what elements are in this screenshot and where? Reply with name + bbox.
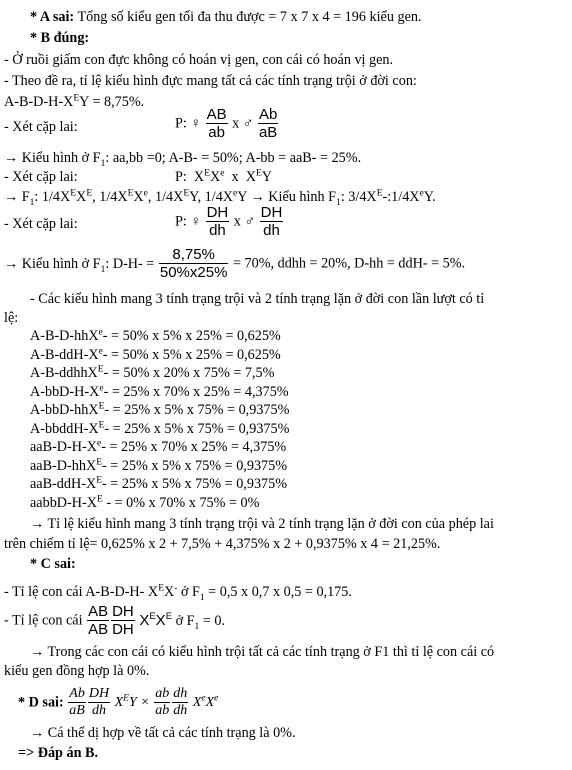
cross3-label: - Xét cặp lai:: [4, 216, 78, 232]
b-line-4a: - Các kiểu hình mang 3 tính trạng trội và 2 tính trạng lặn ở đời con lần lượt có tỉ: [30, 291, 485, 307]
cross1-formula: [175, 106, 279, 142]
d-fraction-2: [88, 686, 110, 719]
row-8: aaB-D-hhX$^E$- = 25% x 5% x 75% = 0,9375%: [30, 457, 288, 474]
d-end: XeXe: [192, 692, 219, 710]
row-9: aaB-$ddH-X^E- = 25\%$ x 5% x 75% = 0,9375%: [30, 475, 288, 492]
answer-line: [18, 746, 98, 760]
c-fraction-dh-den: DH: [112, 621, 134, 639]
b-line-4b: lệ:: [4, 310, 19, 326]
cross1-male-den: aB: [258, 124, 278, 142]
row-5: A-bbD-hhX$^E$- = 25% x 5% x 75% = 0,9375%: [30, 401, 290, 418]
c-line-2-pre: - Tỉ lệ con cái: [4, 612, 83, 629]
cross3-result-fraction: [159, 246, 229, 282]
row-1: A-B-D-hhX$^e$- = 50% x 5% x 25% = 0,625%: [30, 327, 281, 344]
cross1-p: P: ♀: [175, 115, 202, 132]
c-fraction-ab-num: AB: [88, 603, 109, 620]
d-fraction-3-den: ab: [155, 703, 170, 719]
row-6: $A-bbddH-X^E- = 25\%$ x 5% x 75% = 0,9375%: [30, 420, 290, 437]
c-line-2: [4, 603, 225, 639]
answer-prefix: =>: [18, 745, 35, 761]
section-c-title: * C sai:: [30, 556, 76, 572]
d-fraction-3-num: ab: [154, 686, 170, 703]
row-2: $A-B-ddH-X^e- = 50\%$ x 5% x 25% = 0,625%: [30, 346, 281, 363]
cross3-x: x ♂: [233, 213, 256, 230]
d-fraction-4-den: dh: [173, 703, 188, 719]
b-line-3: $A-B-D-H-X^EY = 8,75\%$.: [4, 93, 145, 110]
answer-text: Đáp án B.: [37, 745, 99, 761]
cross3-fraction-female: [206, 204, 230, 240]
c-line-3b: kiểu gen đồng hợp là 0%.: [4, 663, 150, 679]
d-fraction-4: [172, 686, 188, 719]
c-fraction-ab: [87, 603, 109, 639]
cross3-result-den: 50%x25%: [159, 264, 228, 282]
d-line-2: → Cá thể dị hợp về tất cả các tính trạng là 0%.: [30, 725, 296, 741]
c-line-1: - Tỉ lệ con cái A-B-D-H- $X^EX^-$ ở $F_1 = 0,5$ x 0,7 x 0,5 = 0,175.: [4, 583, 352, 603]
cross3-result-num: 8,75%: [159, 246, 229, 264]
cross2-label: - Xét cặp lai:: [4, 169, 78, 185]
cross3-p: P: ♀: [175, 213, 202, 230]
c-fraction-dh-num: DH: [112, 603, 134, 620]
cross2-formula: P: $X^EXe$ x $X^EY$: [175, 168, 273, 185]
row-3: A-B-ddhhX$^E$- = 50% x 20% x 75% = 7,5%: [30, 364, 275, 381]
sum-line-a: → Tỉ lệ kiểu hình mang 3 tính trạng trội và 2 tính trạng lặn ở đời con của phép lai: [30, 516, 494, 532]
section-b-title: * B đúng:: [30, 30, 90, 46]
section-d-line: [18, 686, 218, 719]
cross3-male-num: DH: [260, 204, 283, 221]
cross3-result-post: = 70%, ddhh = 20%, D-hh = ddH- = 5%.: [232, 255, 466, 272]
b-line-1: - Ở ruồi giấm con đực không có hoán vị gen, con cái có hoán vị gen.: [4, 52, 394, 68]
cross3-result: [4, 246, 465, 282]
d-fraction-1: [68, 686, 86, 719]
c-fraction-dh: [111, 603, 135, 639]
section-d-title: * D sai:: [18, 694, 64, 711]
b-line-2: - Theo đề ra, tỉ lệ kiểu hình đực mang tất cả các tính trạng trội ở đời con:: [4, 73, 417, 89]
section-a-line: [30, 10, 422, 24]
sum-line-b: trên chiếm tỉ lệ= 0,625% x 2 + 7,5% + 4,375% x 2 + 0,9375% x 4 = 21,25%.: [4, 536, 441, 552]
c-line-2-post: $X^EX^E$ ở $F_1 = 0$.: [139, 611, 226, 632]
d-fraction-1-num: Ab: [68, 686, 86, 703]
cross3-female-den: dh: [209, 222, 226, 240]
cross1-fraction-female: [206, 106, 228, 142]
cross3-fraction-male: [260, 204, 284, 240]
row-4: $A-bbD-H-X^e- = 25\%$ x 70% x 25% = 4,375%: [30, 383, 289, 400]
section-a-title: * A sai:: [30, 9, 75, 25]
cross1-fraction-male: [258, 106, 278, 142]
d-fraction-3: [154, 686, 170, 719]
cross1-x: x ♂: [232, 115, 254, 132]
row-10: aabbD-$H-X^E$ - = 0% x 70% x 75% = 0%: [30, 494, 260, 511]
d-mid: $X^EY$ ×: [114, 692, 150, 710]
cross3-result-pre: → Kiểu hình ở $F_1$: D-H- =: [4, 255, 155, 275]
d-fraction-4-num: dh: [172, 686, 188, 703]
cross3-female-num: DH: [206, 204, 229, 221]
cross1-label: - Xét cặp lai:: [4, 119, 78, 135]
section-a-text: Tổng số kiểu gen tối đa thu được = 7 x 7 x 4 = 196 kiểu gen.: [77, 9, 422, 25]
cross2-result: → $F_1$: $1/4X^EX^E$, $1/4X^EXe$, $1/4X^EY$, $1/4X^eY$ → Kiểu hình $F_1$: $3/4X^E-:1/4XeY$.: [4, 188, 436, 208]
c-fraction-ab-den: AB: [88, 621, 109, 639]
cross3-formula: [175, 204, 284, 240]
cross1-male-num: Ab: [258, 106, 278, 123]
row-7: aaB-$D-H-X^e- = 25\%$ x 70% x 25% = 4,375%: [30, 438, 287, 455]
cross1-female-den: ab: [208, 124, 225, 142]
d-fraction-1-den: aB: [69, 703, 85, 719]
cross1-result: → Kiểu hình ở $F_1$: aa,bb =0; A-B- = 50%; A-bb = aaB- = 25%.: [4, 150, 362, 169]
cross3-male-den: dh: [263, 222, 280, 240]
d-fraction-2-den: dh: [91, 703, 106, 719]
d-fraction-2-num: DH: [88, 686, 110, 703]
c-line-3a: → Trong các con cái có kiểu hình trội tất cả các tính trạng ở F1 thì tỉ lệ con cái có: [30, 644, 495, 660]
cross1-female-num: AB: [206, 106, 227, 123]
